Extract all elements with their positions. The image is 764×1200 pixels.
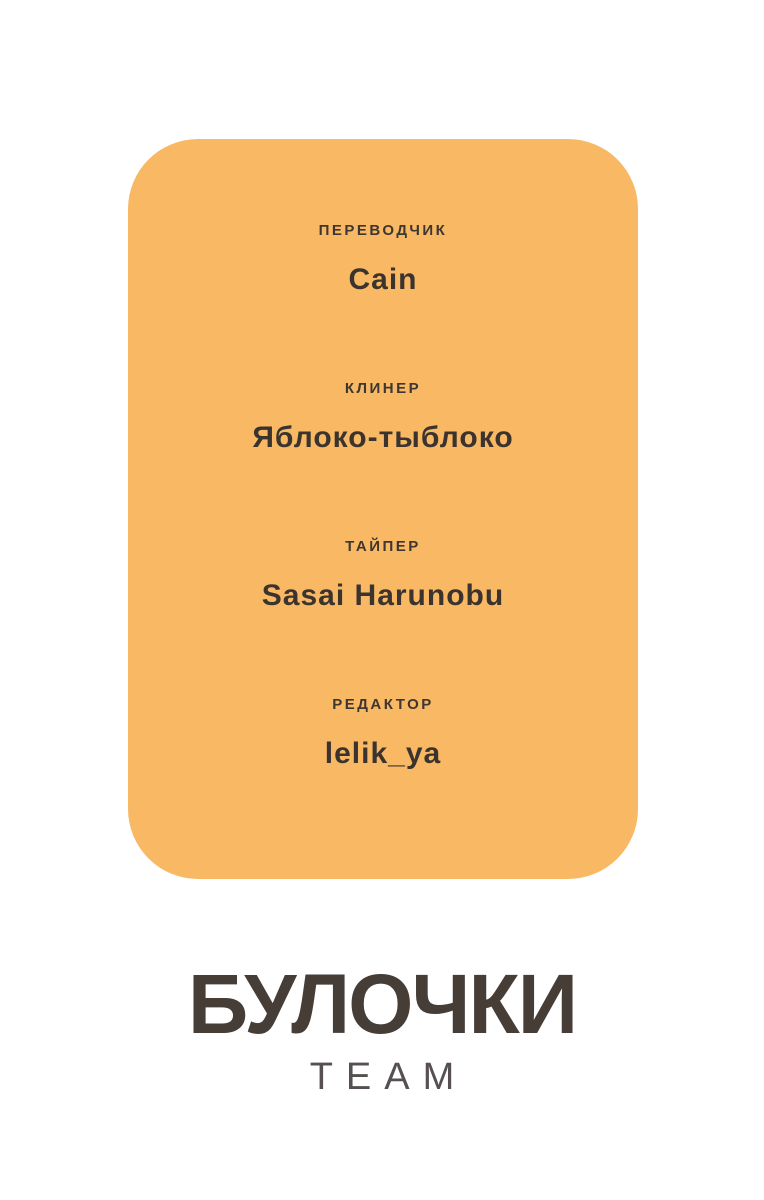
credit-role-label: КЛИНЕР: [344, 380, 422, 397]
credit-role-label: ТАЙПЕР: [345, 538, 421, 555]
credit-role-label: ПЕРЕВОДЧИК: [318, 222, 448, 239]
credit-member-name: lelik_ya: [324, 737, 442, 770]
team-logo: [0, 958, 764, 1098]
team-logo-subtitle: TEAM: [309, 1056, 468, 1098]
credits-card: [128, 139, 638, 879]
credit-member-name: Sasai Harunobu: [261, 579, 505, 612]
credit-member-name: Яблоко-тыблоко: [252, 421, 514, 454]
credit-section-typesetter: [262, 535, 504, 693]
credit-role-label: РЕДАКТОР: [332, 696, 434, 713]
credit-section-editor: [325, 693, 441, 851]
team-logo-title: БУЛОЧКИ: [187, 957, 577, 1051]
credit-section-cleaner: [252, 377, 513, 535]
credit-member-name: Cain: [348, 263, 418, 296]
credit-section-translator: [319, 219, 448, 377]
